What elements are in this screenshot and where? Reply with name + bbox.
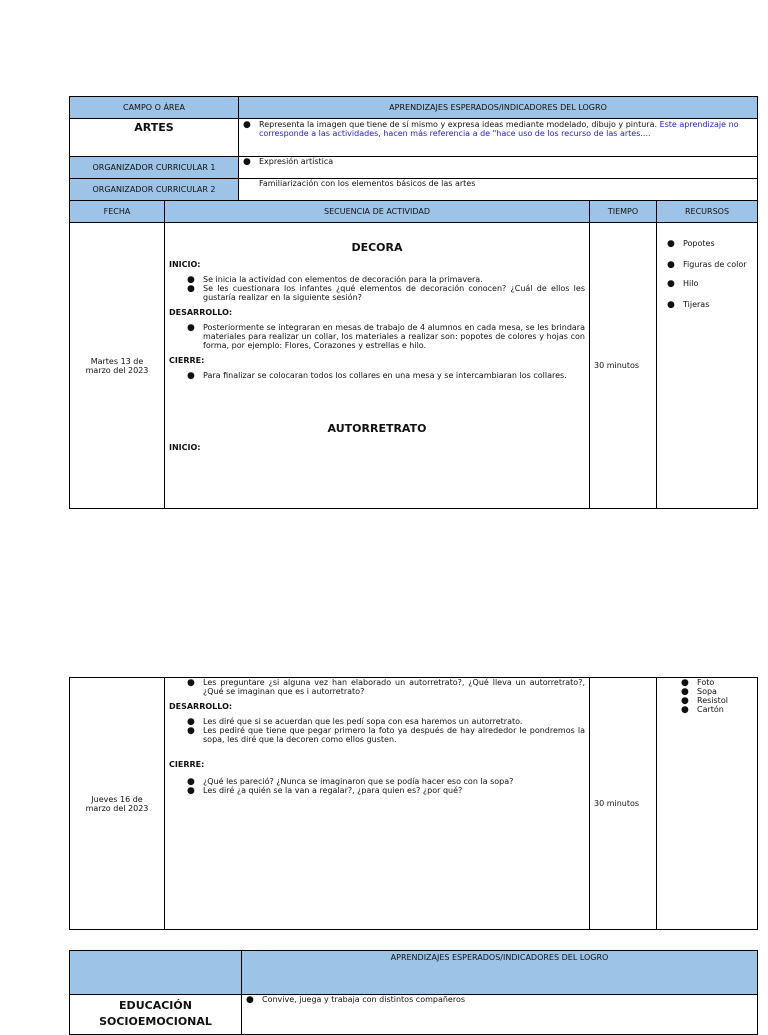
recursos-list-2 <box>681 678 753 714</box>
org1-label: ORGANIZADOR CURRICULAR 1 <box>70 157 239 179</box>
aprendizaje-item-3: ● Convive, juega y trabaja con distintos compañeros <box>246 995 753 1004</box>
inicio-list-2 <box>187 678 585 696</box>
recursos-list <box>667 239 753 309</box>
cierre-list <box>187 371 585 380</box>
list-item: ● Para finalizar se colocaran todos los collares en una mesa y se intercambiaran los collares. <box>187 371 585 380</box>
org1-list <box>243 157 753 166</box>
fecha-cell-2: Jueves 16 de marzo del 2023 <box>70 678 165 930</box>
recurso-item: ● Figuras de color <box>667 260 753 269</box>
campo-header-3 <box>70 951 242 995</box>
inicio-label: INICIO: <box>169 260 201 269</box>
aprendizaje-text: Representa la imagen que tiene de sí mismo y expresa ideas mediante modelado, dibujo y pintura. <box>259 120 658 129</box>
aprendizaje-list <box>243 120 753 138</box>
desarrollo-list <box>187 323 585 350</box>
planning-table-socioemocional <box>69 950 758 1035</box>
col-fecha: FECHA <box>70 201 165 223</box>
list-item: ● Se les cuestionara los infantes ¿qué elementos de decoración conocen? ¿Cuál de ellos les gustaría realizar en la siguiente sesión? <box>187 284 585 302</box>
secuencia-cell <box>165 223 590 509</box>
list-item: ● ¿Qué les pareció? ¿Nunca se imaginaron que se podía hacer eso con la sopa? <box>187 777 585 786</box>
cierre-list-2 <box>187 777 585 795</box>
desarrollo-label-2: DESARROLLO: <box>169 702 233 711</box>
org1-value: ● Expresión artística <box>243 157 753 166</box>
planning-table-continuation <box>69 677 758 930</box>
recurso-item: ● Foto <box>681 678 753 687</box>
tiempo-cell: 30 minutos <box>590 223 657 509</box>
area-name-3: EDUCACIÓN SOCIOEMOCIONAL <box>70 995 242 1035</box>
fecha-cell: Martes 13 de marzo del 2023 <box>70 223 165 509</box>
list-item: ● Se inicia la actividad con elementos de decoración para la primavera. <box>187 275 585 284</box>
desarrollo-label: DESARROLLO: <box>169 308 233 317</box>
aprendizajes-header: APRENDIZAJES ESPERADOS/INDICADORES DEL LOGRO <box>239 97 758 119</box>
aprendizaje-item <box>243 120 753 138</box>
cierre-label-2: CIERRE: <box>169 760 205 769</box>
recurso-item: ● Resistol <box>681 696 753 705</box>
col-recursos: RECURSOS <box>657 201 758 223</box>
aprendizaje-list-3 <box>246 995 753 1004</box>
inicio-list <box>187 275 585 302</box>
activity-title-decora: DECORA <box>351 241 403 254</box>
activity-title-autorretrato: AUTORRETRATO <box>327 422 427 435</box>
recursos-cell <box>657 223 758 509</box>
list-item: ● Les preguntare ¿si alguna vez han elaborado un autorretrato?, ¿Qué lleva un autorretrato?, ¿Qué se imaginan que es i autorretrato? <box>187 678 585 696</box>
tiempo-cell-2: 30 minutos <box>590 678 657 930</box>
col-secuencia: SECUENCIA DE ACTIVIDAD <box>165 201 590 223</box>
list-item: ● Posteriormente se integraran en mesas de trabajo de 4 alumnos en cada mesa, se les brindara materiales para realizar un collar, los materiales a realizar son: popotes de colores y hojas con forma, por ejemplo: Flores, Corazones y estrellas e hilo. <box>187 323 585 350</box>
aprendizajes-header-3: APRENDIZAJES ESPERADOS/INDICADORES DEL LOGRO <box>242 951 758 995</box>
planning-table-artes <box>69 96 758 509</box>
list-item: ● Les pediré que tiene que pegar primero la foto ya después de hay alrededor le pondremos la sopa, les diré que la decoren como ellos gusten. <box>187 726 585 744</box>
aprendizaje-note: Este aprendizaje no corresponde a las actividades, hacen más referencia a de "hace uso de los recurso de las artes.... <box>259 120 739 138</box>
recurso-item: ● Popotes <box>667 239 753 248</box>
list-item: ● Les diré ¿a quién se la van a regalar?, ¿para quien es? ¿por qué? <box>187 786 585 795</box>
area-name: ARTES <box>70 119 239 157</box>
recurso-item: ● Hilo <box>667 279 753 288</box>
org2-label: ORGANIZADOR CURRICULAR 2 <box>70 179 239 201</box>
col-tiempo: TIEMPO <box>590 201 657 223</box>
recurso-item: ● Tijeras <box>667 300 753 309</box>
recurso-item: ● Sopa <box>681 687 753 696</box>
recurso-item: ● Cartón <box>681 705 753 714</box>
inicio2-label: INICIO: <box>169 443 201 452</box>
campo-header: CAMPO O ÁREA <box>70 97 239 119</box>
secuencia-cell-2 <box>165 678 590 930</box>
org2-value: Familiarización con los elementos básicos de las artes <box>239 179 758 201</box>
list-item: ● Les diré que si se acuerdan que les pedí sopa con esa haremos un autorretrato. <box>187 717 585 726</box>
cierre-label: CIERRE: <box>169 356 205 365</box>
recursos-cell-2 <box>657 678 758 930</box>
desarrollo-list-2 <box>187 717 585 744</box>
